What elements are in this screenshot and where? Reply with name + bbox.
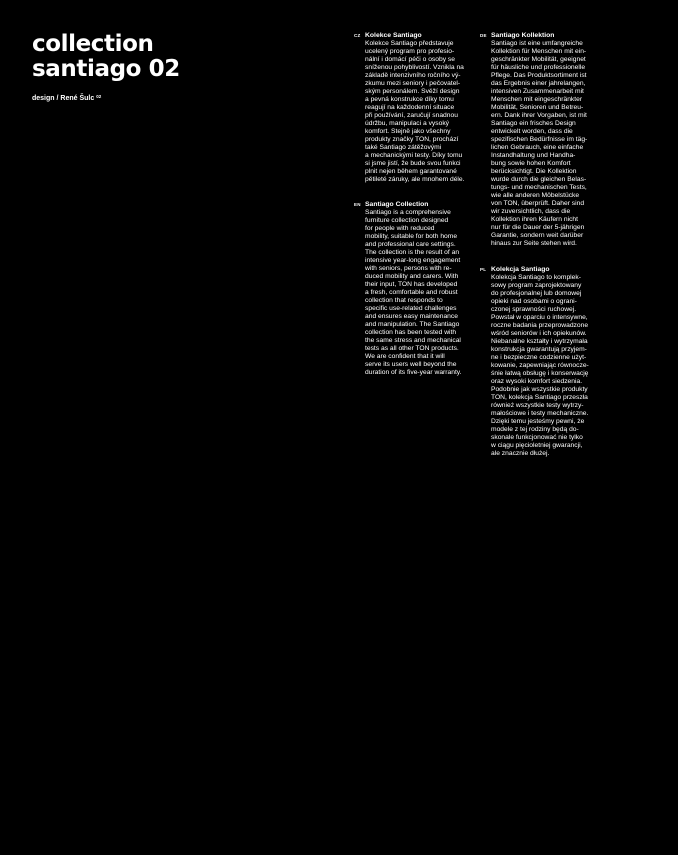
body-line: duced mobility and carers. With xyxy=(365,273,459,280)
body-line: wśród seniorów i ich opiekunów. xyxy=(491,330,587,337)
body-line: berücksichtigt. Die Kollektion xyxy=(491,168,577,175)
body-line: collection has been tested with xyxy=(365,329,457,336)
lang-code-de: DE xyxy=(480,33,487,38)
title-line-2: santiago 02 xyxy=(32,56,180,82)
body-line: opieki nad osobami o ograni- xyxy=(491,298,577,305)
body-line: czonej sprawności ruchowej. xyxy=(491,306,577,313)
body-line: hinaus zur Seite stehen wird. xyxy=(491,240,577,247)
body-line: Santiago is a comprehensive xyxy=(365,209,451,216)
body-line: ern. Dank ihrer Vorgaben, ist mit xyxy=(491,112,587,119)
body-line: również wszystkie testy wytrzy- xyxy=(491,402,584,409)
body-line: také Santiago zátěžovými xyxy=(365,144,442,151)
section-de xyxy=(480,32,611,248)
heading-cz: Kolekce Santiago xyxy=(365,32,422,39)
body-line: entwickelt worden, dass die xyxy=(491,128,573,135)
body-line: furniture collection designed xyxy=(365,217,449,224)
body-line: ucelený program pro profesio- xyxy=(365,48,455,55)
body-line: Menschen mit eingeschränkter xyxy=(491,96,583,103)
body-line: Dzięki temu jesteśmy pewni, że xyxy=(491,418,585,425)
body-text-en xyxy=(365,209,485,377)
body-line: do profesjonalnej lub domowej xyxy=(491,290,582,297)
body-line: We are confident that it will xyxy=(365,353,445,360)
body-line: for people with reduced xyxy=(365,225,435,232)
heading-de: Santiago Kollektion xyxy=(491,32,555,39)
section-cz xyxy=(354,32,485,184)
heading-en: Santiago Collection xyxy=(365,201,429,208)
body-line: lichen Gebrauch, eine einfache xyxy=(491,144,584,151)
body-line: tests as all other TON products. xyxy=(365,345,459,352)
body-line: ne i bezpieczne codzienne użyt- xyxy=(491,354,587,361)
body-line: sowy program zaprojektowany xyxy=(491,282,582,289)
body-line: zkumu mezi seniory i pečovatel- xyxy=(365,80,461,87)
body-line: geschränkter Mobilität, geeignet xyxy=(491,56,586,63)
body-line: údržbu, manipulaci a vysoký xyxy=(365,120,450,127)
body-line: komfort. Stejně jako všechny xyxy=(365,128,451,135)
body-line: si jsme jistí, že bude svou funkci xyxy=(365,160,461,167)
body-text-cz xyxy=(365,40,485,184)
body-line: skonale funkcjonować nie tylko xyxy=(491,434,583,441)
body-line: their input, TON has developed xyxy=(365,281,458,288)
body-line: Garantie, sondern weit darüber xyxy=(491,232,584,239)
lang-code-cz: CZ xyxy=(354,33,361,38)
body-line: Podobnie jak wszystkie produkty xyxy=(491,386,588,393)
body-line: TON, kolekcja Santiago przeszła xyxy=(491,394,588,401)
body-line: pětileté záruky, ale mnohem déle. xyxy=(365,176,465,183)
body-line: základě intenzivního ročního vý- xyxy=(365,72,461,79)
body-line: and ensures easy maintenance xyxy=(365,313,458,320)
body-line: für häusliche und professionelle xyxy=(491,64,586,71)
lang-code-en: EN xyxy=(354,202,361,207)
body-line: Kolekcja Santiago to komplek- xyxy=(491,274,581,281)
body-line: při používání, zaručují snadnou xyxy=(365,112,458,119)
body-line: and manipulation. The Santiago xyxy=(365,321,460,328)
body-line: the same stress and mechanical xyxy=(365,337,461,344)
body-line: The collection is the result of an xyxy=(365,249,460,256)
body-line: śnie łatwą obsługę i konserwację xyxy=(491,370,589,377)
body-line: with seniors, persons with re- xyxy=(365,265,452,272)
body-line: intensiven Zusammenarbeit mit xyxy=(491,88,584,95)
body-text-de xyxy=(491,40,611,248)
body-line: nur für die Dauer der 5-jährigen xyxy=(491,224,585,231)
body-line: Powstał w oparciu o intensywne, xyxy=(491,314,588,321)
body-line: reagují na každodenní situace xyxy=(365,104,455,111)
body-line: duration of its five-year warranty. xyxy=(365,369,462,376)
body-line: wurde durch die gleichen Belas- xyxy=(491,176,587,183)
body-line: a mechanickými testy. Díky tomu xyxy=(365,152,463,159)
body-line: małościowe i testy mechaniczne. xyxy=(491,410,589,417)
body-line: intensive year-long engagement xyxy=(365,257,461,264)
body-line: w ciągu pięcioletniej gwarancji, xyxy=(491,442,583,449)
body-line: a fresh, comfortable and robust xyxy=(365,289,458,296)
body-line: spezifischen Bedürfnisse im täg- xyxy=(491,136,588,143)
section-en xyxy=(354,201,485,377)
body-text-pl xyxy=(491,274,611,458)
body-line: roczne badania przeprowadzone xyxy=(491,322,589,329)
body-line: Santiago ist eine umfangreiche xyxy=(491,40,583,47)
body-line: plnit nejen během garantované xyxy=(365,168,457,175)
page-title xyxy=(32,32,180,82)
body-line: Niebanalne kształty i wytrzymała xyxy=(491,338,588,345)
body-line: a pevná konstrukce díky tomu xyxy=(365,96,454,103)
body-line: and professional care settings. xyxy=(365,241,456,248)
body-line: Mobilität, Senioren und Betreu- xyxy=(491,104,584,111)
body-line: ským personálem. Svěží design xyxy=(365,88,460,95)
body-line: specific use-related challenges xyxy=(365,305,457,312)
body-line: mobility, suitable for both home xyxy=(365,233,458,240)
section-pl xyxy=(480,266,611,458)
lang-code-pl: PL xyxy=(480,267,487,272)
body-line: nální i domácí péči o osoby se xyxy=(365,56,455,63)
design-credit xyxy=(32,94,101,102)
body-line: Pflege. Das Produktsortiment ist xyxy=(491,72,587,79)
body-line: ale znacznie dłużej. xyxy=(491,450,550,457)
body-line: collection that responds to xyxy=(365,297,443,304)
body-line: bung sowie hohen Komfort xyxy=(491,160,571,167)
body-line: wie alle anderen Möbelstücke xyxy=(491,192,580,199)
body-line: Instandhaltung und Handha- xyxy=(491,152,576,159)
body-line: konstrukcja gwarantują przyjem- xyxy=(491,346,587,353)
body-line: sníženou pohyblivostí. Vznikla na xyxy=(365,64,464,71)
body-line: Kollektion ihren Käufern nicht xyxy=(491,216,578,223)
body-line: Kolekce Santiago představuje xyxy=(365,40,454,47)
body-line: oraz wysoki komfort siedzenia. xyxy=(491,378,583,385)
credit-text: design / René Šulc xyxy=(32,95,95,102)
body-line: produkty značky TON, prochází xyxy=(365,136,459,143)
body-line: kowanie, zapewniając równocze- xyxy=(491,362,589,369)
title-line-1: collection xyxy=(32,31,154,57)
body-line: tungs- und mechanischen Tests, xyxy=(491,184,587,191)
body-line: modele z tej rodziny będą do- xyxy=(491,426,579,433)
body-line: Santiago ein frisches Design xyxy=(491,120,576,127)
body-line: serve its users well beyond the xyxy=(365,361,457,368)
body-line: von TON, überprüft. Daher sind xyxy=(491,200,585,207)
credit-marker: 02 xyxy=(96,94,102,99)
heading-pl: Kolekcja Santiago xyxy=(491,266,550,273)
body-line: das Ergebnis einer jahrelangen, xyxy=(491,80,586,87)
body-line: wir zuversichtlich, dass die xyxy=(491,208,571,215)
body-line: Kollektion für Menschen mit ein- xyxy=(491,48,587,55)
